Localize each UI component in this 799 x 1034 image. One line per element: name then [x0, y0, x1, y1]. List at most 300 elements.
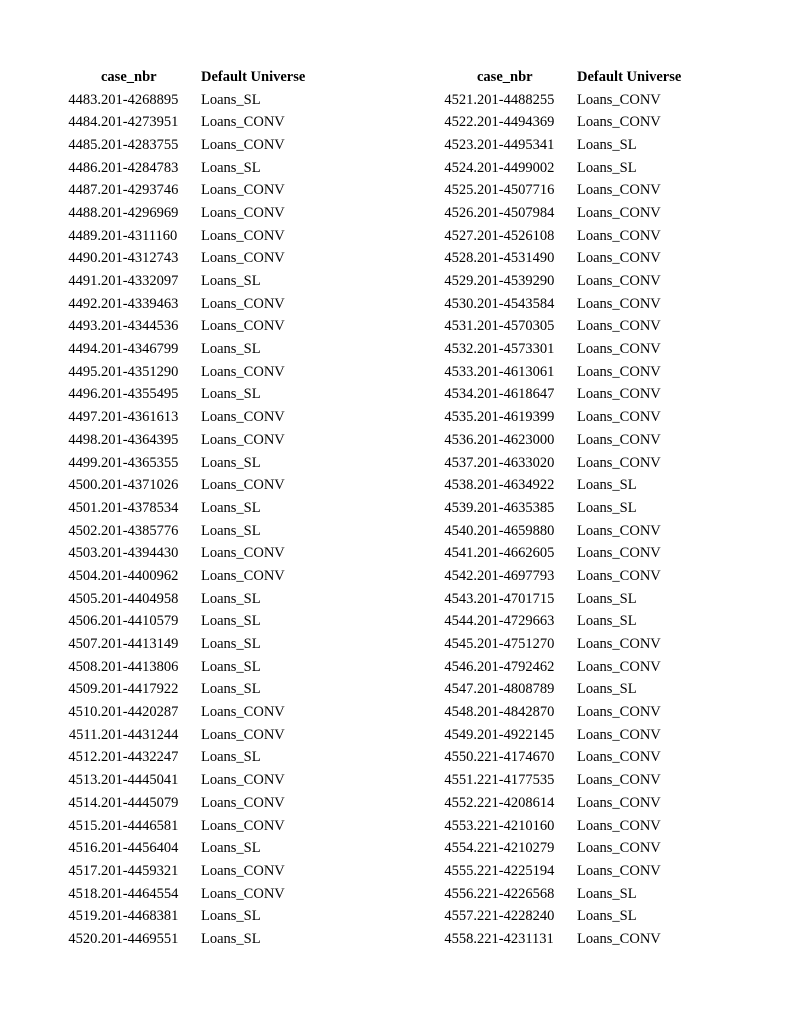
- row-index: 4504.: [68, 567, 101, 584]
- table-row: [54, 769, 331, 792]
- default-universe-cell: Loans_SL: [577, 613, 637, 630]
- default-universe-cell: Loans_CONV: [577, 930, 661, 947]
- row-index: 4499.: [68, 454, 101, 471]
- table-row: [430, 611, 707, 634]
- case-nbr-cell: 221-4208614: [477, 794, 555, 811]
- right-table-body: [430, 89, 707, 951]
- table-row: [430, 406, 707, 429]
- table-row: [430, 815, 707, 838]
- row-index: 4487.: [68, 182, 101, 199]
- case-nbr-cell: 221-4174670: [477, 749, 555, 766]
- table-row: [54, 747, 331, 770]
- case-nbr-cell: 201-4507716: [477, 182, 555, 199]
- table-row: [430, 497, 707, 520]
- case-nbr-cell: 201-4662605: [477, 545, 555, 562]
- table-row: [54, 905, 331, 928]
- default-universe-cell: Loans_CONV: [201, 726, 285, 743]
- default-universe-cell: Loans_CONV: [577, 636, 661, 653]
- default-universe-cell: Loans_CONV: [201, 431, 285, 448]
- table-row: [54, 701, 331, 724]
- table-row: [430, 701, 707, 724]
- row-index: 4489.: [68, 227, 101, 244]
- row-index: 4496.: [68, 386, 101, 403]
- case-nbr-cell: 201-4431244: [101, 726, 179, 743]
- case-nbr-cell: 201-4613061: [477, 363, 555, 380]
- default-universe-cell: Loans_CONV: [577, 794, 661, 811]
- table-row: [430, 565, 707, 588]
- case-nbr-cell: 201-4284783: [101, 159, 179, 176]
- case-nbr-cell: 201-4842870: [477, 704, 555, 721]
- default-universe-cell: Loans_CONV: [201, 204, 285, 221]
- case-nbr-cell: 201-4413149: [101, 636, 179, 653]
- default-universe-cell: Loans_CONV: [577, 204, 661, 221]
- table-row: [430, 429, 707, 452]
- row-index: 4536.: [444, 431, 477, 448]
- case-nbr-cell: 201-4456404: [101, 840, 179, 857]
- table-row: [54, 452, 331, 475]
- table-row: [430, 769, 707, 792]
- table-row: [54, 792, 331, 815]
- case-nbr-cell: 201-4371026: [101, 477, 179, 494]
- default-universe-cell: Loans_CONV: [577, 658, 661, 675]
- default-universe-cell: Loans_SL: [201, 840, 261, 857]
- case-nbr-cell: 201-4339463: [101, 295, 179, 312]
- row-index: 4551.: [444, 772, 477, 789]
- row-index: 4548.: [444, 704, 477, 721]
- case-nbr-cell: 201-4378534: [101, 499, 179, 516]
- default-universe-header: Default Universe: [577, 68, 682, 85]
- default-universe-cell: Loans_CONV: [201, 817, 285, 834]
- case-nbr-cell: 201-4268895: [101, 91, 179, 108]
- table-row: [54, 293, 331, 316]
- default-universe-cell: Loans_CONV: [201, 772, 285, 789]
- table-row: [430, 883, 707, 906]
- table-row: [54, 520, 331, 543]
- table-row: [54, 384, 331, 407]
- default-universe-cell: Loans_CONV: [577, 862, 661, 879]
- row-index: 4509.: [68, 681, 101, 698]
- row-index: 4549.: [444, 726, 477, 743]
- case-nbr-cell: 201-4531490: [477, 250, 555, 267]
- default-universe-cell: Loans_CONV: [577, 341, 661, 358]
- row-index: 4494.: [68, 341, 101, 358]
- default-universe-cell: Loans_SL: [201, 159, 261, 176]
- row-index: 4523.: [444, 136, 477, 153]
- default-universe-cell: Loans_CONV: [201, 182, 285, 199]
- row-index: 4527.: [444, 227, 477, 244]
- index-header: [54, 66, 101, 89]
- case-nbr-cell: 201-4332097: [101, 273, 179, 290]
- header-row: [430, 66, 707, 89]
- table-row: [430, 361, 707, 384]
- default-universe-cell: Loans_CONV: [577, 431, 661, 448]
- row-index: 4529.: [444, 273, 477, 290]
- row-index: 4500.: [68, 477, 101, 494]
- row-index: 4513.: [68, 772, 101, 789]
- case-nbr-header: case_nbr: [477, 68, 533, 85]
- row-index: 4493.: [68, 318, 101, 335]
- table-row: [54, 179, 331, 202]
- table-row: [54, 679, 331, 702]
- case-nbr-cell: 201-4573301: [477, 341, 555, 358]
- table-row: [54, 89, 331, 112]
- case-nbr-cell: 201-4464554: [101, 885, 179, 902]
- row-index: 4544.: [444, 613, 477, 630]
- case-nbr-cell: 201-4570305: [477, 318, 555, 335]
- row-index: 4519.: [68, 908, 101, 925]
- default-universe-cell: Loans_SL: [577, 681, 637, 698]
- table-row: [430, 452, 707, 475]
- case-nbr-cell: 201-4355495: [101, 386, 179, 403]
- table-row: [430, 542, 707, 565]
- case-nbr-header: case_nbr: [101, 68, 157, 85]
- index-header: [430, 66, 477, 89]
- left-column-table: [54, 66, 331, 951]
- table-row: [430, 905, 707, 928]
- default-universe-cell: Loans_CONV: [577, 182, 661, 199]
- row-index: 4531.: [444, 318, 477, 335]
- default-universe-cell: Loans_CONV: [201, 227, 285, 244]
- table-row: [430, 860, 707, 883]
- row-index: 4526.: [444, 204, 477, 221]
- row-index: 4524.: [444, 159, 477, 176]
- default-universe-cell: Loans_SL: [577, 477, 637, 494]
- case-nbr-cell: 201-4729663: [477, 613, 555, 630]
- table-row: [54, 860, 331, 883]
- default-universe-cell: Loans_SL: [201, 386, 261, 403]
- row-index: 4510.: [68, 704, 101, 721]
- default-universe-cell: Loans_SL: [201, 930, 261, 947]
- table-row: [430, 928, 707, 951]
- case-nbr-cell: 201-4697793: [477, 567, 555, 584]
- case-nbr-cell: 201-4445041: [101, 772, 179, 789]
- default-universe-cell: Loans_SL: [577, 159, 637, 176]
- table-row: [54, 542, 331, 565]
- table-row: [54, 134, 331, 157]
- default-universe-cell: Loans_CONV: [577, 522, 661, 539]
- row-index: 4550.: [444, 749, 477, 766]
- default-universe-cell: Loans_CONV: [577, 91, 661, 108]
- default-universe-cell: Loans_SL: [201, 658, 261, 675]
- default-universe-cell: Loans_CONV: [577, 318, 661, 335]
- row-index: 4540.: [444, 522, 477, 539]
- case-nbr-cell: 201-4494369: [477, 114, 555, 131]
- table-row: [54, 633, 331, 656]
- case-nbr-cell: 201-4526108: [477, 227, 555, 244]
- table-row: [54, 406, 331, 429]
- case-nbr-cell: 221-4210160: [477, 817, 555, 834]
- default-universe-cell: Loans_SL: [201, 908, 261, 925]
- table-row: [54, 361, 331, 384]
- row-index: 4534.: [444, 386, 477, 403]
- row-index: 4532.: [444, 341, 477, 358]
- default-universe-cell: Loans_SL: [201, 681, 261, 698]
- table-row: [54, 225, 331, 248]
- row-index: 4483.: [68, 91, 101, 108]
- table-row: [430, 225, 707, 248]
- row-index: 4485.: [68, 136, 101, 153]
- row-index: 4511.: [68, 726, 101, 743]
- table-row: [54, 497, 331, 520]
- table-row: [430, 633, 707, 656]
- row-index: 4556.: [444, 885, 477, 902]
- default-universe-cell: Loans_CONV: [577, 840, 661, 857]
- case-nbr-cell: 221-4225194: [477, 862, 555, 879]
- row-index: 4498.: [68, 431, 101, 448]
- row-index: 4501.: [68, 499, 101, 516]
- default-universe-cell: Loans_SL: [201, 454, 261, 471]
- default-universe-cell: Loans_CONV: [201, 409, 285, 426]
- default-universe-header: Default Universe: [201, 68, 306, 85]
- row-index: 4557.: [444, 908, 477, 925]
- case-nbr-cell: 201-4618647: [477, 386, 555, 403]
- table-row: [54, 338, 331, 361]
- table-row: [54, 157, 331, 180]
- row-index: 4525.: [444, 182, 477, 199]
- table-row: [54, 474, 331, 497]
- table-row: [430, 248, 707, 271]
- case-nbr-cell: 201-4361613: [101, 409, 179, 426]
- case-nbr-cell: 201-4346799: [101, 341, 179, 358]
- case-nbr-cell: 201-4293746: [101, 182, 179, 199]
- default-universe-cell: Loans_CONV: [577, 295, 661, 312]
- row-index: 4535.: [444, 409, 477, 426]
- row-index: 4555.: [444, 862, 477, 879]
- row-index: 4505.: [68, 590, 101, 607]
- case-nbr-cell: 201-4543584: [477, 295, 555, 312]
- row-index: 4515.: [68, 817, 101, 834]
- case-nbr-cell: 201-4539290: [477, 273, 555, 290]
- row-index: 4545.: [444, 636, 477, 653]
- row-index: 4508.: [68, 658, 101, 675]
- table-row: [430, 384, 707, 407]
- table-row: [430, 270, 707, 293]
- case-nbr-cell: 201-4619399: [477, 409, 555, 426]
- default-universe-cell: Loans_CONV: [577, 726, 661, 743]
- case-nbr-cell: 201-4311160: [101, 227, 178, 244]
- default-universe-cell: Loans_CONV: [201, 114, 285, 131]
- default-universe-cell: Loans_SL: [201, 522, 261, 539]
- table-row: [430, 792, 707, 815]
- default-universe-cell: Loans_CONV: [577, 749, 661, 766]
- default-universe-cell: Loans_CONV: [201, 862, 285, 879]
- default-universe-cell: Loans_CONV: [577, 817, 661, 834]
- default-universe-cell: Loans_CONV: [201, 136, 285, 153]
- table-row: [430, 111, 707, 134]
- row-index: 4554.: [444, 840, 477, 857]
- default-universe-cell: Loans_SL: [577, 908, 637, 925]
- default-universe-cell: Loans_SL: [201, 499, 261, 516]
- row-index: 4490.: [68, 250, 101, 267]
- default-universe-cell: Loans_SL: [577, 499, 637, 516]
- case-nbr-cell: 201-4417922: [101, 681, 179, 698]
- case-nbr-cell: 201-4499002: [477, 159, 555, 176]
- row-index: 4484.: [68, 114, 101, 131]
- case-nbr-cell: 201-4488255: [477, 91, 555, 108]
- table-row: [54, 429, 331, 452]
- row-index: 4503.: [68, 545, 101, 562]
- default-universe-cell: Loans_SL: [201, 636, 261, 653]
- case-nbr-cell: 201-4659880: [477, 522, 555, 539]
- case-nbr-cell: 201-4413806: [101, 658, 179, 675]
- case-nbr-cell: 201-4507984: [477, 204, 555, 221]
- row-index: 4530.: [444, 295, 477, 312]
- case-nbr-cell: 201-4633020: [477, 454, 555, 471]
- case-nbr-cell: 201-4410579: [101, 613, 179, 630]
- table-row: [54, 815, 331, 838]
- case-nbr-cell: 201-4296969: [101, 204, 179, 221]
- table-row: [430, 588, 707, 611]
- row-index: 4552.: [444, 794, 477, 811]
- case-nbr-cell: 201-4400962: [101, 567, 179, 584]
- table-row: [54, 316, 331, 339]
- row-index: 4539.: [444, 499, 477, 516]
- row-index: 4488.: [68, 204, 101, 221]
- default-universe-cell: Loans_CONV: [201, 885, 285, 902]
- default-universe-cell: Loans_SL: [577, 885, 637, 902]
- table-row: [430, 724, 707, 747]
- table-row: [430, 520, 707, 543]
- default-universe-cell: Loans_CONV: [577, 545, 661, 562]
- case-nbr-cell: 201-4701715: [477, 590, 555, 607]
- default-universe-cell: Loans_CONV: [577, 409, 661, 426]
- row-index: 4520.: [68, 930, 101, 947]
- row-index: 4521.: [444, 91, 477, 108]
- table-row: [54, 928, 331, 951]
- default-universe-cell: Loans_CONV: [201, 794, 285, 811]
- case-nbr-cell: 201-4273951: [101, 114, 179, 131]
- case-nbr-cell: 201-4365355: [101, 454, 179, 471]
- table-row: [54, 111, 331, 134]
- table-row: [54, 656, 331, 679]
- case-nbr-cell: 201-4385776: [101, 522, 179, 539]
- table-row: [54, 565, 331, 588]
- table-row: [430, 89, 707, 112]
- case-nbr-cell: 201-4459321: [101, 862, 179, 879]
- table-row: [430, 179, 707, 202]
- case-nbr-cell: 201-4792462: [477, 658, 555, 675]
- table-row: [430, 747, 707, 770]
- default-universe-cell: Loans_CONV: [577, 250, 661, 267]
- table-row: [54, 611, 331, 634]
- row-index: 4507.: [68, 636, 101, 653]
- default-universe-cell: Loans_SL: [201, 613, 261, 630]
- default-universe-cell: Loans_CONV: [201, 567, 285, 584]
- table-row: [430, 134, 707, 157]
- case-nbr-cell: 201-4404958: [101, 590, 179, 607]
- row-index: 4492.: [68, 295, 101, 312]
- case-nbr-cell: 201-4808789: [477, 681, 555, 698]
- case-nbr-cell: 201-4394430: [101, 545, 179, 562]
- row-index: 4506.: [68, 613, 101, 630]
- case-nbr-cell: 201-4351290: [101, 363, 179, 380]
- case-nbr-cell: 201-4495341: [477, 136, 555, 153]
- row-index: 4543.: [444, 590, 477, 607]
- row-index: 4491.: [68, 273, 101, 290]
- table-row: [54, 270, 331, 293]
- case-nbr-cell: 221-4177535: [477, 772, 555, 789]
- row-index: 4558.: [444, 930, 477, 947]
- table-row: [430, 338, 707, 361]
- row-index: 4542.: [444, 567, 477, 584]
- table-row: [430, 316, 707, 339]
- table-row: [54, 588, 331, 611]
- default-universe-cell: Loans_CONV: [577, 772, 661, 789]
- case-nbr-cell: 201-4445079: [101, 794, 179, 811]
- table-row: [54, 248, 331, 271]
- row-index: 4518.: [68, 885, 101, 902]
- table-row: [430, 293, 707, 316]
- row-index: 4517.: [68, 862, 101, 879]
- row-index: 4514.: [68, 794, 101, 811]
- case-nbr-cell: 201-4922145: [477, 726, 555, 743]
- default-universe-cell: Loans_CONV: [201, 477, 285, 494]
- default-universe-cell: Loans_CONV: [201, 250, 285, 267]
- row-index: 4502.: [68, 522, 101, 539]
- case-nbr-cell: 221-4231131: [477, 930, 554, 947]
- default-universe-cell: Loans_CONV: [577, 363, 661, 380]
- case-nbr-cell: 221-4228240: [477, 908, 555, 925]
- default-universe-cell: Loans_CONV: [201, 318, 285, 335]
- row-index: 4486.: [68, 159, 101, 176]
- row-index: 4528.: [444, 250, 477, 267]
- default-universe-cell: Loans_CONV: [201, 363, 285, 380]
- table-row: [54, 724, 331, 747]
- case-nbr-cell: 221-4210279: [477, 840, 555, 857]
- table-row: [54, 837, 331, 860]
- default-universe-cell: Loans_CONV: [577, 704, 661, 721]
- left-table-body: [54, 89, 331, 951]
- right-column-table: [430, 66, 707, 951]
- table-row: [430, 202, 707, 225]
- row-index: 4522.: [444, 114, 477, 131]
- case-nbr-cell: 201-4312743: [101, 250, 179, 267]
- table-row: [430, 656, 707, 679]
- default-universe-cell: Loans_CONV: [577, 454, 661, 471]
- row-index: 4547.: [444, 681, 477, 698]
- default-universe-cell: Loans_CONV: [577, 386, 661, 403]
- default-universe-cell: Loans_CONV: [201, 704, 285, 721]
- case-nbr-cell: 201-4635385: [477, 499, 555, 516]
- default-universe-cell: Loans_SL: [201, 341, 261, 358]
- default-universe-cell: Loans_CONV: [577, 273, 661, 290]
- default-universe-cell: Loans_CONV: [201, 545, 285, 562]
- row-index: 4553.: [444, 817, 477, 834]
- case-nbr-cell: 201-4420287: [101, 704, 179, 721]
- table-row: [54, 202, 331, 225]
- case-nbr-cell: 201-4364395: [101, 431, 179, 448]
- table-row: [430, 679, 707, 702]
- table-row: [430, 157, 707, 180]
- case-nbr-cell: 201-4446581: [101, 817, 179, 834]
- case-nbr-cell: 201-4283755: [101, 136, 179, 153]
- default-universe-cell: Loans_CONV: [577, 227, 661, 244]
- default-universe-cell: Loans_SL: [201, 590, 261, 607]
- table-row: [430, 474, 707, 497]
- table-row: [54, 883, 331, 906]
- default-universe-cell: Loans_CONV: [577, 114, 661, 131]
- default-universe-cell: Loans_SL: [201, 91, 261, 108]
- table-row: [430, 837, 707, 860]
- row-index: 4546.: [444, 658, 477, 675]
- case-nbr-cell: 201-4751270: [477, 636, 555, 653]
- case-nbr-cell: 201-4344536: [101, 318, 179, 335]
- row-index: 4537.: [444, 454, 477, 471]
- default-universe-cell: Loans_SL: [201, 749, 261, 766]
- default-universe-cell: Loans_CONV: [201, 295, 285, 312]
- row-index: 4538.: [444, 477, 477, 494]
- row-index: 4516.: [68, 840, 101, 857]
